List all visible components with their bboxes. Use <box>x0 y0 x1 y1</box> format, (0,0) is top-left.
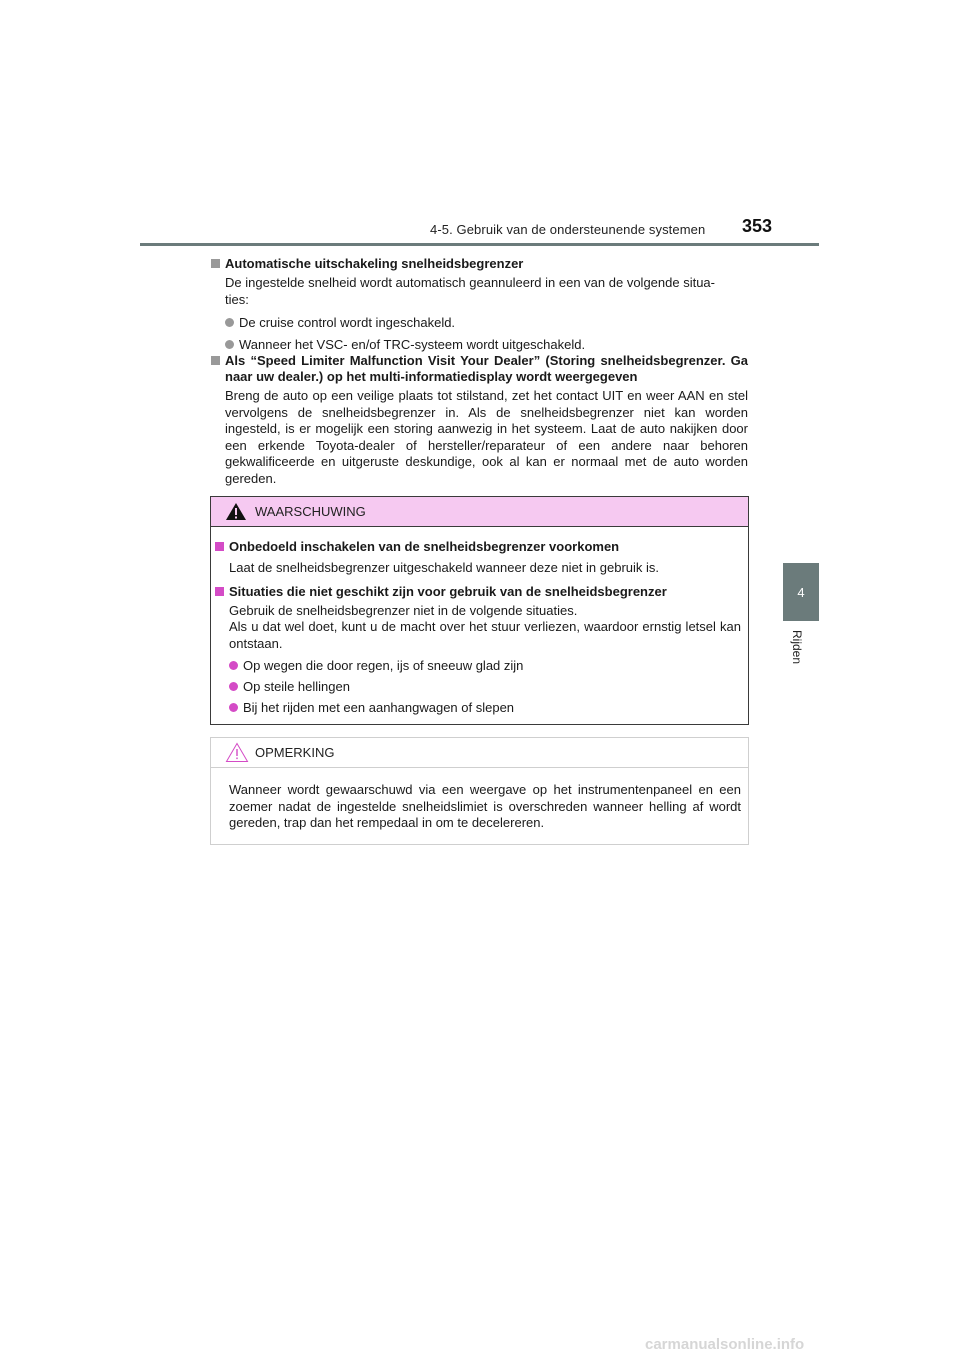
circle-bullet-icon <box>229 703 238 712</box>
warning-content <box>215 539 741 716</box>
caution-triangle-icon <box>225 742 249 763</box>
chapter-label <box>786 630 816 670</box>
warning-item-heading <box>215 539 741 555</box>
list-item-text: Op steile hellingen <box>243 679 350 694</box>
note-header <box>211 738 748 768</box>
warning-item-body: Laat de snelheidsbegrenzer uitgeschakeld wanneer deze niet in gebruik is. <box>229 560 660 575</box>
square-bullet-icon <box>211 259 220 268</box>
square-bullet-icon <box>215 587 224 596</box>
list-item-text: Bij het rijden met een aanhangwagen of slepen <box>243 700 515 715</box>
circle-bullet-icon <box>225 318 234 327</box>
malfunction-section <box>211 353 748 487</box>
warning-item-heading <box>215 584 741 600</box>
circle-bullet-icon <box>225 340 234 349</box>
note-body: Wanneer wordt gewaarschuwd via een weergave op het instrumentenpaneel en een zoemer nadat de ingestelde snelheidslimiet is overschreden wanneer helling af wordt gereden, trap dan het rempedaal in om te decelereren. <box>229 782 741 830</box>
list-item <box>215 658 741 674</box>
malfunction-heading <box>211 353 748 385</box>
note-title: OPMERKING <box>255 745 335 760</box>
warning-header <box>211 497 748 527</box>
warning-item-body: Als u dat wel doet, kunt u de macht over het stuur verliezen, waardoor ernstig letsel kan ontstaan. <box>229 619 741 651</box>
auto-off-heading <box>211 256 748 272</box>
list-item <box>211 337 748 353</box>
auto-off-section <box>211 256 748 353</box>
chapter-tab[interactable] <box>783 563 819 621</box>
warning-title: WAARSCHUWING <box>255 504 366 519</box>
list-item <box>215 700 741 716</box>
section-title: 4-5. Gebruik van de ondersteunende systemen <box>430 222 706 237</box>
list-item-text: De cruise control wordt ingeschakeld. <box>239 315 456 330</box>
page-number: 353 <box>742 216 773 236</box>
malfunction-heading-text: Als “Speed Limiter Malfunction Visit Your Dealer” (Storing snelheidsbegrenzer. Ga naar uw dealer.) op het multi-informatiedisplay wordt weergegeven <box>225 353 748 384</box>
warning-box <box>210 496 749 725</box>
list-item <box>215 679 741 695</box>
square-bullet-icon <box>215 542 224 551</box>
list-item <box>211 315 748 331</box>
circle-bullet-icon <box>229 661 238 670</box>
malfunction-body: Breng de auto op een veilige plaats tot stilstand, zet het contact UIT en weer AAN en stel vervolgens de snelheidsbegrenzer in. Als de snelheidsbegrenzer niet kan worden ingesteld, is er mogelijk een storing aanwezig in het systeem. Laat de auto nakijken door een erkende Toyota-dealer of hersteller/reparateur of een andere naar behoren gekwalificeerde en uitgeruste deskundige, ook al kan er normaal met de auto worden gereden. <box>225 388 748 486</box>
warning-item-heading-text: Onbedoeld inschakelen van de snelheidsbegrenzer voorkomen <box>229 539 620 554</box>
list-item-text: Op wegen die door regen, ijs of sneeuw glad zijn <box>243 658 524 673</box>
watermark: carmanualsonline.info <box>645 1336 805 1353</box>
auto-off-intro: De ingestelde snelheid wordt automatisch geannuleerd in een van de volgende situa- ties: <box>225 275 715 307</box>
list-item-text: Wanneer het VSC- en/of TRC-systeem wordt uitgeschakeld. <box>239 337 586 352</box>
note-box <box>210 737 749 845</box>
square-bullet-icon <box>211 356 220 365</box>
warning-triangle-icon <box>225 502 247 521</box>
chapter-label-text: Rijden <box>790 630 804 665</box>
auto-off-heading-text: Automatische uitschakeling snelheidsbegrenzer <box>225 256 524 271</box>
header-divider <box>140 243 819 246</box>
circle-bullet-icon <box>229 682 238 691</box>
chapter-number: 4 <box>797 584 805 600</box>
warning-item-heading-text: Situaties die niet geschikt zijn voor gebruik van de snelheidsbegrenzer <box>229 583 667 599</box>
warning-item-body: Gebruik de snelheidsbegrenzer niet in de volgende situaties. <box>229 602 578 618</box>
